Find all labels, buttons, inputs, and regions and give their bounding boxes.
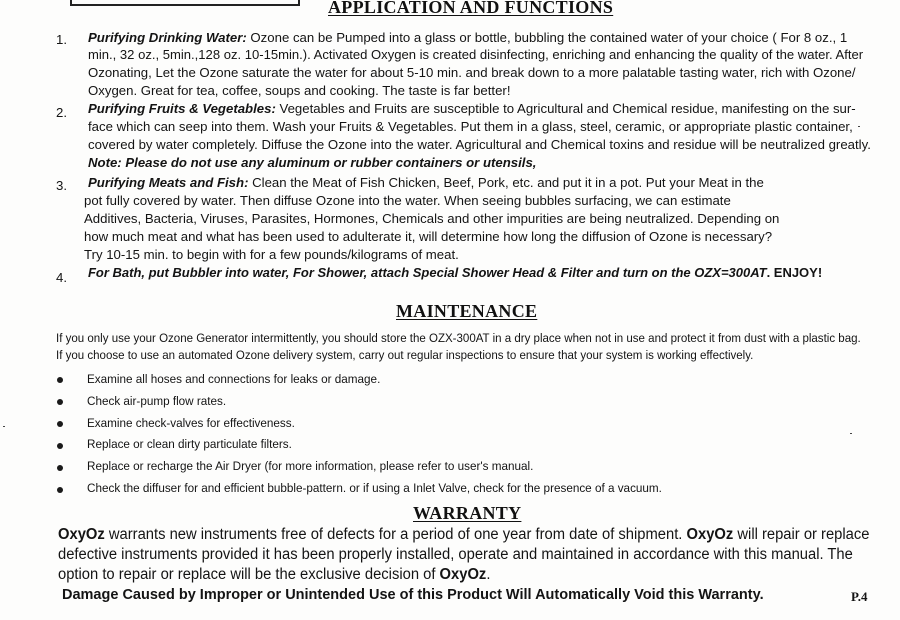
warranty-warning: Damage Caused by Improper or Unintended Use of this Product Will Automatically Void this Warranty. [62,587,764,603]
bullet-icon [57,465,63,471]
item-line: Oxygen. Great for tea, coffee, soups and cooking. The taste is far better! [88,83,511,98]
item-line: For Bath, put Bubbler into water, For Shower, attach Special Shower Head & Filter and turn on the OZX=300AT. ENJOY! [88,265,823,280]
bullet-icon [57,443,63,449]
item-title: Purifying Fruits & Vegetables: [88,101,276,116]
item-line: Ozonating, Let the Ozone saturate the water for about 5-10 min. and break down to a more palatable tasting water, rich with Ozone/ [88,65,856,80]
brand-name: OxyOz [439,566,487,583]
item-line: face which can seep into them. Wash your Fruits & Vegetables. Put them in a glass, steel, ceramic, or appropriate plastic container, [88,119,853,134]
maintenance-heading: MAINTENANCE [396,301,538,321]
page-number: P.4 [851,589,868,604]
scan-speck [3,426,5,427]
maintenance-bullet: Replace or clean dirty particulate filters. [87,437,292,451]
item-line: Try 10-15 min. to begin with for a few pounds/kilograms of meat. [84,247,459,262]
warranty-heading: WARRANTY [413,503,522,523]
item-title: Purifying Drinking Water: [88,30,247,45]
header-frame-corner [70,0,300,6]
item-title: Purifying Meats and Fish: [88,175,249,190]
item-line: Purifying Fruits & Vegetables: Vegetables and Fruits are susceptible to Agricultural and Chemical residue, manifesting on the sur- [88,101,856,116]
maintenance-bullet: Replace or recharge the Air Dryer (for more information, please refer to user's manual. [87,459,534,473]
bullet-icon [57,377,63,383]
item-line: covered by water completely. Diffuse the Ozone into the water. Agricultural and Chemical toxins and residue will be neutralized greatly. [88,137,871,152]
item-line: how much meat and what has been used to adulterate it, will determine how long the diffusion of Ozone is necessary? [84,229,773,244]
scan-speck [850,433,852,434]
warranty-line: option to repair or replace will be the exclusive decision of OxyOz. [58,566,491,583]
maintenance-bullet: Examine check-valves for effectiveness. [87,416,295,430]
item-line: pot fully covered by water. Then diffuse Ozone into the water. When seeing bubbles surfacing, we can estimate [84,193,731,208]
item-note: Note: Please do not use any aluminum or rubber containers or utensils, [88,155,537,170]
item-number: 3. [56,178,67,193]
brand-name: OxyOz [58,526,105,543]
bullet-icon [57,421,63,427]
maintenance-intro: If you only use your Ozone Generator intermittently, you should store the OZX-300AT in a dry place when not in use and protect it from dust with a plastic bag. [56,331,861,345]
warranty-line: defective instruments provided it has been properly installed, operate and maintained in accordance with this manual. The [58,546,853,563]
warranty-line: OxyOz warrants new instruments free of defects for a period of one year from date of shipment. OxyOz will repair or replace [58,526,870,543]
maintenance-bullet: Check air-pump flow rates. [87,394,227,408]
item-number: 4. [56,270,67,285]
item-number: 2. [56,105,67,120]
maintenance-bullet: Examine all hoses and connections for leaks or damage. [87,372,381,386]
bullet-icon [57,399,63,405]
brand-name: OxyOz [686,526,734,543]
maintenance-bullet: Check the diffuser for and efficient bubble-pattern. or if using a Inlet Valve, check for the presence of a vacuum. [87,481,662,495]
item-line: Purifying Meats and Fish: Clean the Meat of Fish Chicken, Beef, Pork, etc. and put it in a pot. Put your Meat in the [88,175,764,190]
bath-shower-text: For Bath, put Bubbler into water, For Shower, attach Special Shower Head & Filter and turn on the OZX=300AT [88,265,767,280]
item-line: Purifying Drinking Water: Ozone can be Pumped into a glass or bottle, bubbling the contained water of your choice ( For 8 oz., 1 [88,30,848,45]
maintenance-intro: If you choose to use an automated Ozone delivery system, carry out regular inspections to ensure that your system is working effectively. [56,348,754,362]
bullet-icon [57,487,63,493]
application-heading: APPLICATION AND FUNCTIONS [328,0,614,17]
scan-speck [858,126,860,127]
item-line: min., 32 oz., 5min.,128 oz. 10-15min.). Activated Oxygen is created disinfecting, enriching and enhancing the quality of the water. After [88,47,864,62]
item-line: Additives, Bacteria, Viruses, Parasites, Hormones, Chemicals and other impurities are being neutralized. Depending on [84,211,780,226]
item-number: 1. [56,32,67,47]
